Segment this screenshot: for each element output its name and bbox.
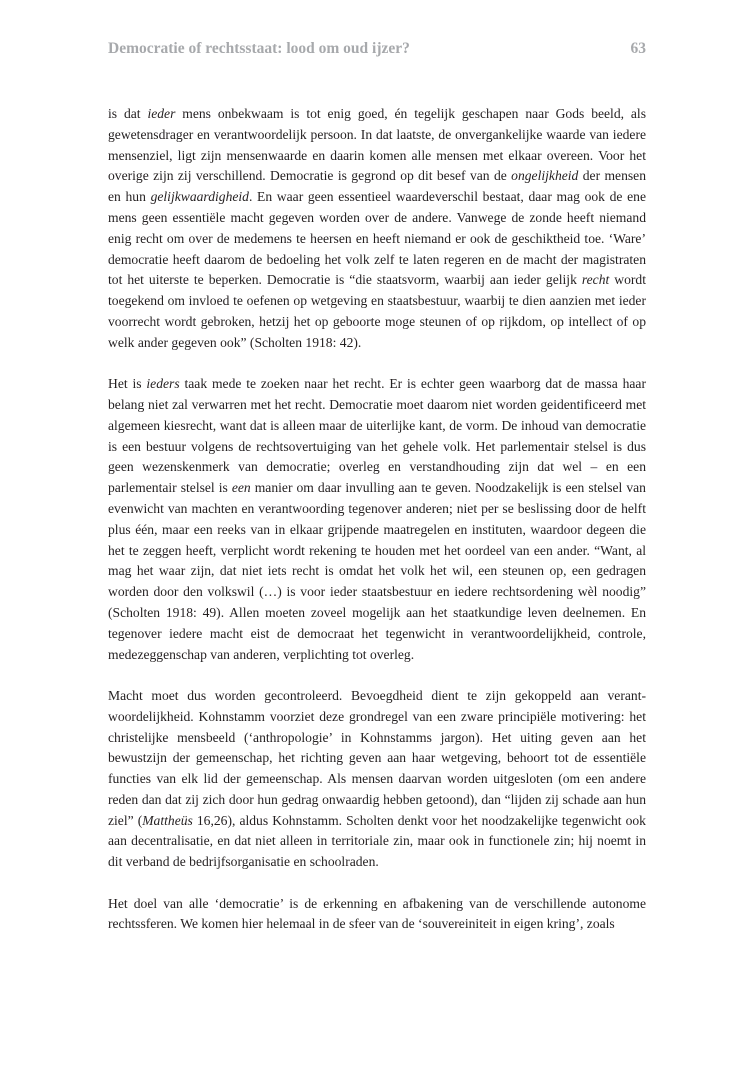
paragraph xyxy=(108,894,646,936)
text-run: Het is xyxy=(108,376,147,392)
text-run: . En waar geen essentieel waardeverschil bestaat, daar mag ook de ene mens geen essentiële macht gegeven worden over de andere. Vanwege de zonde heeft niemand enig recht om over de medemens te heersen en heeft niemand er ook de geschiktheid toe. ‘Ware’ democratie heeft daarom de bedoeling het volk zelf te laten regeren en de macht der magistraten tot het uiterste te beperken. Democratie is “die staatsvorm, waarbij aan ieder gelijk xyxy=(108,189,646,288)
text-run: taak mede te zoeken naar het recht. Er is echter geen waarborg dat de massa haar belang niet zal verwarren met het recht. Democratie moet daarom niet worden geidentificeerd met algemeen kiesrecht, want dat is alleen maar de uiterlijke kant, de vorm. De inhoud van democratie is een bestuur volgens de rechtsovertuiging van het gehele volk. Het parlementair stelsel is dus geen wezenskenmerk van democratie; overleg en verstandhouding zijn dat wel – en een parlementair stelsel is xyxy=(108,376,646,496)
italic-text: ieder xyxy=(147,106,176,121)
italic-text: Mattheüs xyxy=(142,812,193,828)
paragraph xyxy=(108,686,646,873)
text-run: Macht moet dus worden gecontroleerd. Bevoegdheid dient te zijn gekoppeld aan verantwoordelijkheid. Kohnstamm voorziet deze grondregel van een zware principiële motivering: het christelijke mensbeeld (‘anthropologie’ in Kohnstamms jargon). Het uiting geven aan het bewustzijn der gemeenschap, het richting geven aan haar wetgeving, behoort tot de essentiële functies van elk lid der gemeenschap. Als mensen daarvan worden uitgesloten (om een andere reden dan dat zij zich door hun gedrag onwaardig hebben getoond), dan “lijden zij schade aan hun ziel” ( xyxy=(108,687,646,828)
italic-text: ieders xyxy=(146,376,180,392)
paragraph xyxy=(108,374,646,665)
text-run: mens onbekwaam is tot enig goed, én tegelijk geschapen naar Gods beeld, als gewetensdrager en verantwoordelijk persoon. In dat laatste, de onvergankelijke waarde van iedere mensenziel, ligt zijn mensenwaarde en daarin komen alle mensen met elkaar overeen. Voor het overige zijn zij verschillend. Democratie is gegrond op dit besef van de xyxy=(108,106,646,184)
text-run: der mensen en hun xyxy=(108,168,646,205)
text-run: wordt toegekend om invloed te oefenen op wetgeving en staatsbestuur, waarbij te dien aanzien met ieder voorrecht wordt gebroken, hetzij het op geboorte moge steunen of op rijkdom, op intellect of op welk ander gegeven ook” (Scholten 1918: 42). xyxy=(108,272,646,350)
italic-text: recht xyxy=(581,272,610,288)
text-run: is dat xyxy=(108,106,148,121)
italic-text: een xyxy=(231,480,251,496)
page-number: 63 xyxy=(630,40,646,57)
text-run: Het doel van alle ‘democratie’ is de erkenning en afbakening van de verschillende autonome rechtssferen. We komen hier helemaal in de sfeer van de ‘souvereiniteit in eigen kring’, zoals xyxy=(108,895,646,932)
text-run: 16,26), aldus Kohnstamm. Scholten denkt voor het noodzakelijke tegenwicht ook aan decentralisatie, en dat niet alleen in territoriale zin, maar ook in functionele zin; hij noemt in dit verband de bedrijfsorganisatie en schoolraden. xyxy=(108,812,646,870)
paragraph xyxy=(108,104,646,354)
running-head-title: Democratie of rechtsstaat: lood om oud ijzer? xyxy=(108,40,410,57)
running-head xyxy=(108,40,646,58)
italic-text: gelijkwaardigheid xyxy=(150,189,249,205)
text-run: manier om daar invulling aan te geven. Noodzakelijk is een stelsel van evenwicht van machten en verantwoording tegenover anderen; niet per se beslissing door de helft plus één, maar een reeks van in elkaar grijpende maatregelen en instituten, waardoor degeen die het te zeggen heeft, verplicht wordt rekening te houden met het oordeel van een ander. “Want, al mag het waar zijn, dat niet iets recht is omdat het volk het wil, een steunen op, een gedragen worden door den volkswil (…) is voor ieder staatsbestuur en iedere rechtsordening wèl noodig” (Scholten 1918: 49). Allen moeten zoveel mogelijk aan het staatkundige leven deelnemen. En tegenover iedere macht eist de democraat het tegenwicht in verantwoordelijkheid, controle, medezeggenschap van anderen, verplichting tot overleg. xyxy=(108,480,646,662)
body-text xyxy=(108,104,646,935)
italic-text: ongelijkheid xyxy=(511,168,579,184)
